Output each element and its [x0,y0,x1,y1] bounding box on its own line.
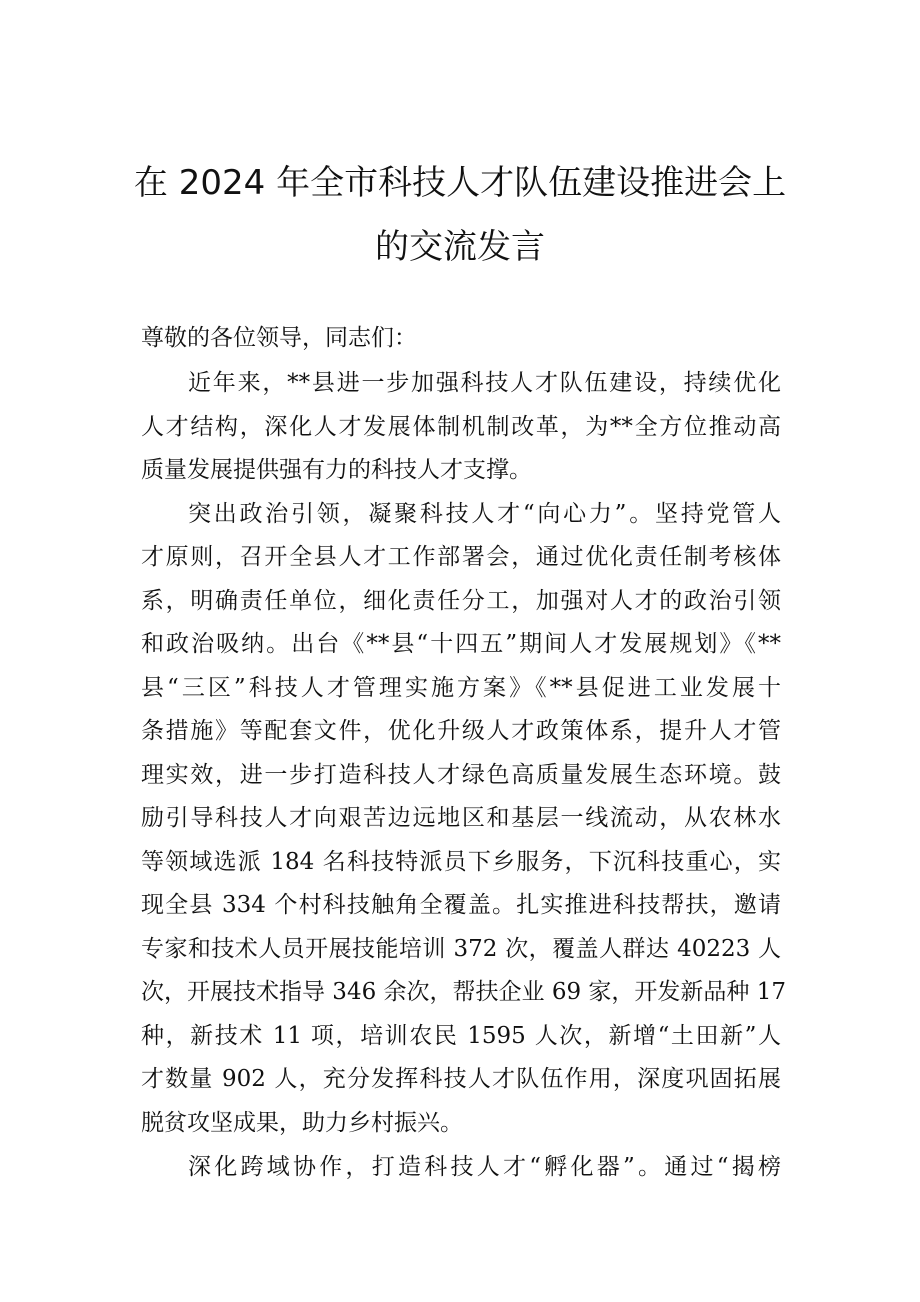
paragraph-line: 近年来，**县进一步加强科技人才队伍建设，持续优化 [188,370,781,396]
paragraph-line: 等领域选派 184 名科技特派员下乡服务，下沉科技重心，实 [141,849,781,875]
paragraph-line: 种，新技术 11 项，培训农民 1595 人次，新增“土田新”人 [141,1023,781,1049]
paragraph-line: 专家和技术人员开展技能培训 372 次，覆盖人群达 40223 人 [141,936,781,962]
paragraph-line: 县“三区”科技人才管理实施方案》《**县促进工业发展十 [141,675,781,701]
paragraph-line: 深化跨域协作，打造科技人才“孵化器”。通过“揭榜 [188,1154,781,1180]
paragraph-line: 励引导科技人才向艰苦边远地区和基层一线流动，从农林水 [141,805,781,831]
paragraph-line: 突出政治引领，凝聚科技人才“向心力”。坚持党管人 [188,501,781,527]
paragraph-line: 才原则，召开全县人才工作部署会，通过优化责任制考核体 [141,544,781,570]
paragraph-line: 次，开展技术指导 346 余次，帮扶企业 69 家，开发新品种 17 [141,979,786,1005]
paragraph-line: 条措施》等配套文件，优化升级人才政策体系，提升人才管 [141,718,781,744]
salutation: 尊敬的各位领导，同志们： [141,325,417,351]
paragraph-line: 系，明确责任单位，细化责任分工，加强对人才的政治引领 [141,588,781,614]
paragraph-line: 和政治吸纳。出台《**县“十四五”期间人才发展规划》《** [141,631,781,657]
paragraph-line: 质量发展提供强有力的科技人才支撑。 [141,457,532,483]
document-title-line-2: 的交流发言 [375,227,545,267]
paragraph-line: 理实效，进一步打造科技人才绿色高质量发展生态环境。鼓 [141,762,781,788]
paragraph-line: 脱贫攻坚成果，助力乡村振兴。 [141,1110,463,1136]
document-title-line-1: 在 2024 年全市科技人才队伍建设推进会上 [133,163,787,203]
paragraph-line: 才数量 902 人，充分发挥科技人才队伍作用，深度巩固拓展 [141,1066,781,1092]
paragraph-line: 现全县 334 个村科技触角全覆盖。扎实推进科技帮扶，邀请 [141,892,781,918]
paragraph-line: 人才结构，深化人才发展体制机制改革，为**全方位推动高 [141,414,781,440]
